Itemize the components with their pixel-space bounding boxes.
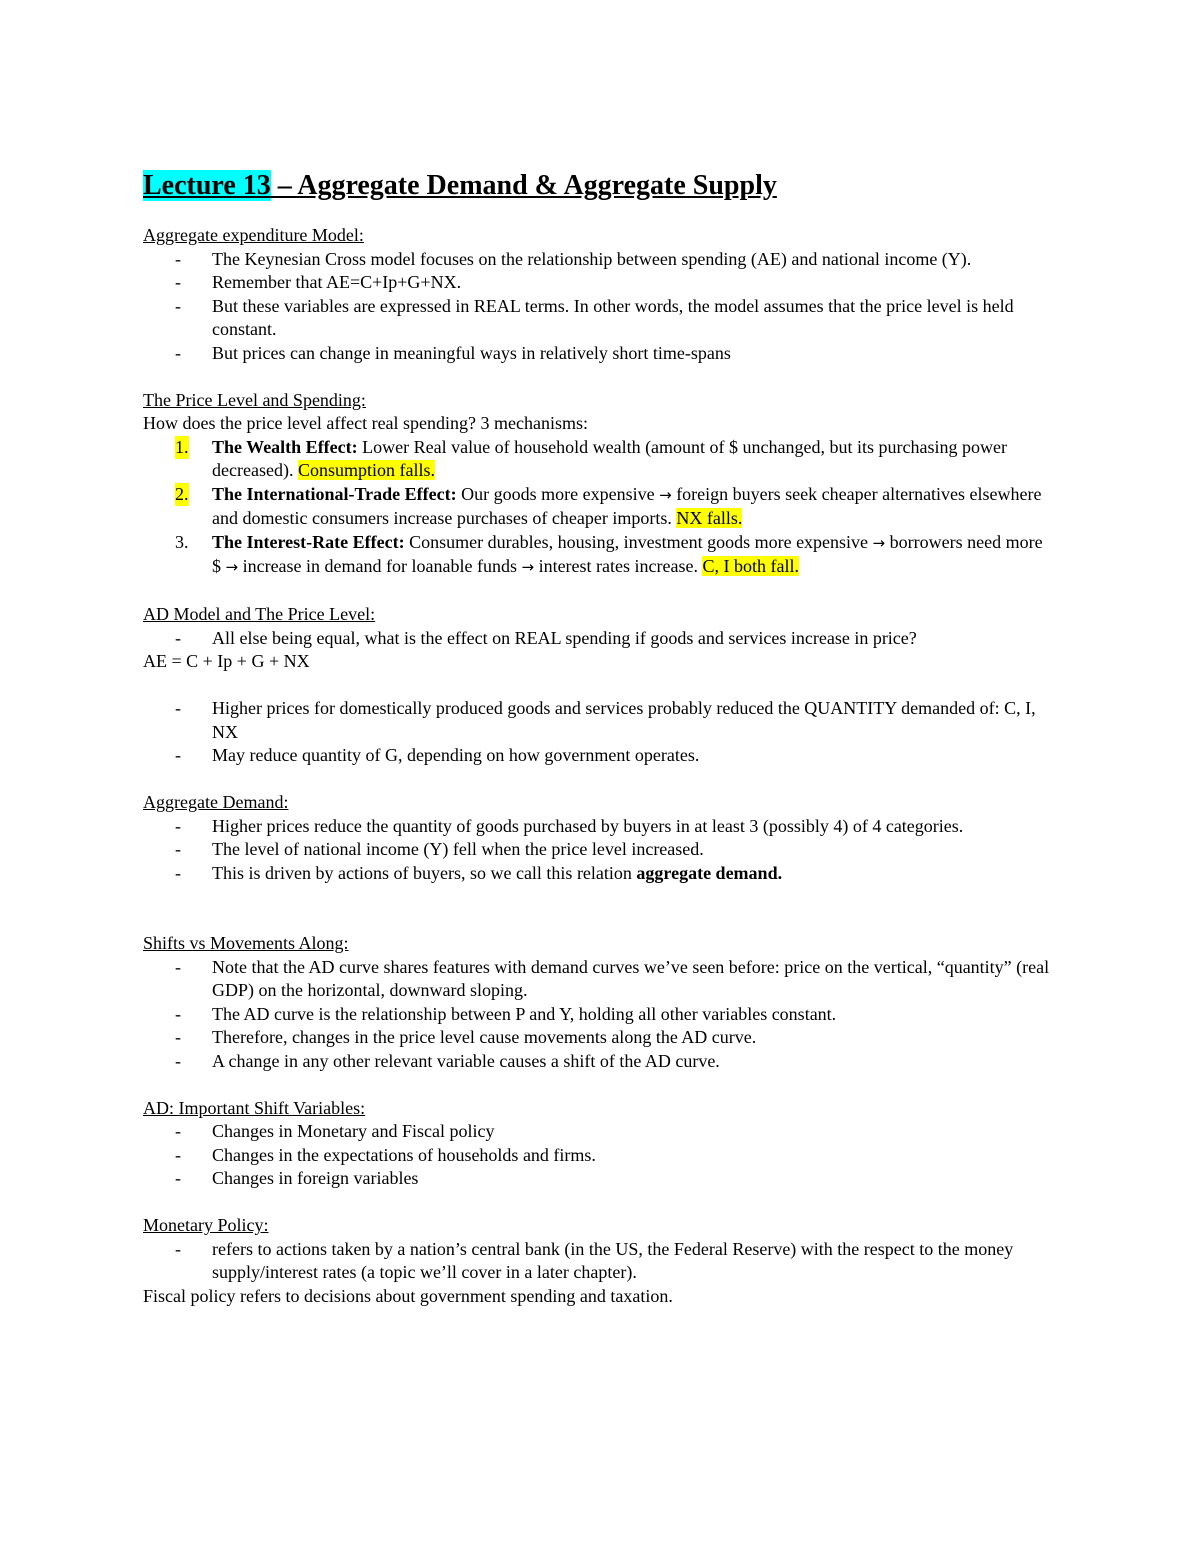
highlight-text: NX falls. xyxy=(676,508,743,528)
list-item-text: Higher prices for domestically produced goods and services probably reduced the QUANTITY demanded of: C, I, NX xyxy=(212,698,1036,742)
mechanism-text: increase in demand for loanable funds xyxy=(238,556,522,576)
list-item-text: refers to actions taken by a nation’s central bank (in the US, the Federal Reserve) with the respect to the money supply/interest rates (a topic we’ll cover in a later chapter). xyxy=(212,1238,1014,1282)
list-item xyxy=(143,1167,1053,1191)
dash-marker: - xyxy=(175,1238,181,1259)
dash-marker: - xyxy=(175,1144,181,1165)
page-title xyxy=(143,166,1053,206)
list-item xyxy=(143,1144,1053,1168)
highlight-text: C, I both fall. xyxy=(702,556,799,576)
list-item xyxy=(143,1003,1053,1027)
dash-marker: - xyxy=(175,248,181,269)
mechanism-text: Lower Real value of household wealth (amount of $ unchanged, but its purchasing power decreased). xyxy=(212,436,1007,480)
list-item-text: The AD curve is the relationship between P and Y, holding all other variables constant. xyxy=(212,1003,837,1024)
bold-term: aggregate demand. xyxy=(636,862,783,883)
list-item-text: The Keynesian Cross model focuses on the relationship between spending (AE) and national income (Y). xyxy=(212,248,972,269)
dash-marker: - xyxy=(175,698,181,718)
dash-marker: - xyxy=(175,1003,181,1024)
dash-marker: - xyxy=(175,342,181,363)
list-item-text: Remember that AE=C+Ip+G+NX. xyxy=(212,272,462,292)
mechanism-title: The International-Trade Effect: xyxy=(212,483,457,504)
list-item xyxy=(143,744,1053,768)
section-heading-ad-shift-variables: AD: Important Shift Variables: xyxy=(143,1097,366,1118)
section-heading-aggregate-demand: Aggregate Demand: xyxy=(143,792,289,812)
number-marker: 1. xyxy=(175,436,189,460)
section-heading-shifts: Shifts vs Movements Along: xyxy=(143,933,349,953)
right-arrow-icon: → xyxy=(659,485,672,504)
dash-marker: - xyxy=(175,1168,181,1188)
dash-marker: - xyxy=(175,862,181,883)
dash-marker: - xyxy=(175,1121,181,1141)
mechanism-interest-rate-effect xyxy=(143,531,1053,580)
list-item-text: This is driven by actions of buyers, so we call this relation xyxy=(212,862,637,883)
dash-marker: - xyxy=(175,295,181,316)
price-level-intro: How does the price level affect real spending? 3 mechanisms: xyxy=(143,413,589,433)
dash-marker: - xyxy=(175,956,181,977)
dash-marker: - xyxy=(175,272,181,292)
ad-model-list-2 xyxy=(143,697,1053,768)
title-rest: – Aggregate Demand & Aggregate Supply xyxy=(270,170,777,201)
mechanisms-list xyxy=(143,436,1053,580)
mechanism-wealth-effect xyxy=(143,436,1053,483)
list-item xyxy=(143,862,1053,886)
list-item xyxy=(143,956,1053,1003)
dash-marker: - xyxy=(175,815,181,836)
list-item xyxy=(143,295,1053,342)
list-item xyxy=(143,342,1053,366)
right-arrow-icon: → xyxy=(225,558,239,576)
dash-marker: - xyxy=(175,1050,181,1071)
mechanism-text: Our goods more expensive xyxy=(456,483,660,504)
section-heading-price-level: The Price Level and Spending: xyxy=(143,389,366,410)
fiscal-policy-text: Fiscal policy refers to decisions about government spending and taxation. xyxy=(143,1285,673,1306)
list-item-text: May reduce quantity of G, depending on how government operates. xyxy=(212,745,700,765)
list-item xyxy=(143,627,1053,651)
list-item xyxy=(143,1238,1053,1285)
list-item-text: Note that the AD curve shares features with demand curves we’ve seen before: price on the vertical, “quantity” (real GDP) on the horizontal, downward sloping. xyxy=(212,956,1050,1000)
dash-marker: - xyxy=(175,745,181,765)
shifts-list xyxy=(143,956,1053,1074)
mechanism-text: Consumer durables, housing, investment goods more expensive xyxy=(404,531,873,552)
list-item-text: A change in any other relevant variable causes a shift of the AD curve. xyxy=(212,1050,720,1071)
mechanism-text: foreign buyers seek cheaper alternatives elsewhere and domestic consumers increase purchases of cheaper imports. xyxy=(212,483,1042,528)
mechanism-text: borrowers need more $ xyxy=(212,531,1043,576)
mechanism-title: The Interest-Rate Effect: xyxy=(212,531,405,552)
title-highlight: Lecture 13 xyxy=(143,170,271,201)
aggregate-demand-list xyxy=(143,815,1053,886)
list-item xyxy=(143,271,1053,295)
right-arrow-icon: → xyxy=(521,558,535,576)
dash-marker: - xyxy=(175,627,181,648)
list-item xyxy=(143,1050,1053,1074)
mechanism-title: The Wealth Effect: xyxy=(212,436,358,457)
dash-marker: - xyxy=(175,839,181,859)
monetary-policy-list xyxy=(143,1238,1053,1285)
list-item-text: Higher prices reduce the quantity of goods purchased by buyers in at least 3 (possibly 4) of 4 categories. xyxy=(212,815,964,836)
ae-model-list xyxy=(143,248,1053,366)
right-arrow-icon: → xyxy=(872,533,886,552)
list-item-text: Changes in Monetary and Fiscal policy xyxy=(212,1121,495,1141)
list-item-text: All else being equal, what is the effect on REAL spending if goods and services increase in price? xyxy=(212,627,917,648)
section-heading-ad-model: AD Model and The Price Level: xyxy=(143,604,376,624)
list-item-text: But prices can change in meaningful ways in relatively short time-spans xyxy=(212,342,731,363)
number-marker: 2. xyxy=(175,483,189,507)
section-heading-ae-model: Aggregate expenditure Model: xyxy=(143,225,364,245)
list-item-text: Changes in foreign variables xyxy=(212,1168,419,1188)
list-item xyxy=(143,1120,1053,1144)
list-item xyxy=(143,248,1053,272)
ad-shift-variables-list xyxy=(143,1120,1053,1191)
number-marker: 3. xyxy=(175,531,189,552)
mechanism-trade-effect xyxy=(143,483,1053,531)
mechanism-text: interest rates increase. xyxy=(534,556,703,576)
list-item-text: Therefore, changes in the price level cause movements along the AD curve. xyxy=(212,1027,757,1047)
list-item-text: The level of national income (Y) fell when the price level increased. xyxy=(212,839,704,859)
section-heading-monetary-policy: Monetary Policy: xyxy=(143,1215,269,1235)
list-item xyxy=(143,697,1053,744)
ae-equation: AE = C + Ip + G + NX xyxy=(143,651,310,671)
list-item xyxy=(143,815,1053,839)
ad-model-list-1 xyxy=(143,627,1053,651)
document-body xyxy=(143,166,1053,1308)
highlight-text: Consumption falls. xyxy=(297,460,435,480)
list-item-text: But these variables are expressed in REAL terms. In other words, the model assumes that the price level is held constant. xyxy=(212,295,1014,339)
list-item xyxy=(143,838,1053,862)
list-item xyxy=(143,1026,1053,1050)
dash-marker: - xyxy=(175,1027,181,1047)
list-item-text: Changes in the expectations of households and firms. xyxy=(212,1144,596,1165)
